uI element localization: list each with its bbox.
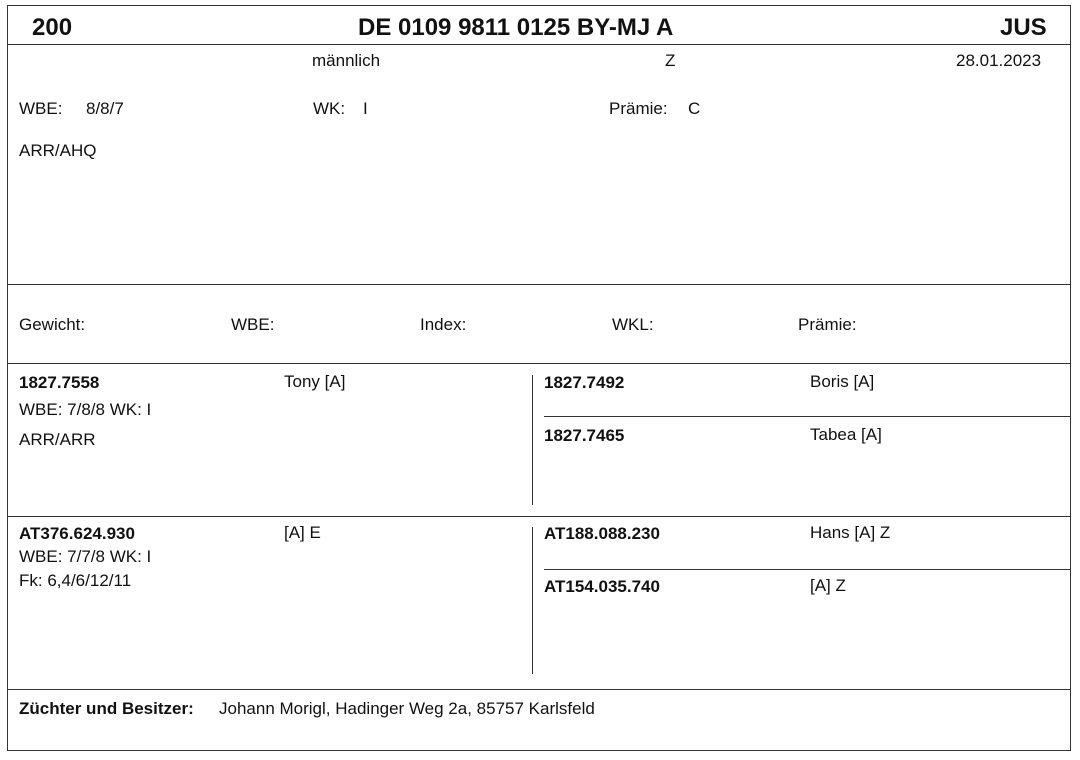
- dam-column-divider: [532, 527, 533, 674]
- dam-name: [A] E: [284, 523, 321, 542]
- sire-dam-divider: [7, 516, 1071, 517]
- breeder-label: Züchter und Besitzer:: [19, 699, 194, 718]
- dam-fk: Fk: 6,4/6/12/11: [19, 571, 132, 590]
- wk-value: I: [363, 99, 368, 118]
- breed-code: JUS: [1000, 14, 1047, 41]
- dam-granddam-id: AT154.035.740: [544, 577, 660, 596]
- praemie-value: C: [688, 99, 701, 118]
- footer-divider: [7, 689, 1071, 690]
- sire-performance: WBE: 7/8/8 WK: I: [19, 400, 152, 419]
- praemie-label: Prämie:: [609, 99, 668, 118]
- breeder-value: Johann Morigl, Hadinger Weg 2a, 85757 Karlsfeld: [219, 699, 595, 718]
- sire-name: Tony [A]: [284, 372, 346, 391]
- pedigree-card: [7, 5, 1071, 751]
- sire-column-divider: [532, 375, 533, 505]
- ear-tag-number: DE 0109 9811 0125 BY-MJ A: [358, 14, 674, 41]
- sire-id: 1827.7558: [19, 373, 100, 392]
- info-divider: [7, 284, 1071, 285]
- catalog-number: 200: [32, 14, 73, 41]
- sire-grandparents-divider: [544, 416, 1071, 417]
- measure-wbe-label: WBE:: [231, 315, 275, 334]
- sex-value: männlich: [312, 51, 381, 70]
- date-value: 28.01.2023: [956, 51, 1042, 70]
- wbe-label: WBE:: [19, 99, 63, 118]
- genotype-value: ARR/AHQ: [19, 141, 97, 160]
- index-label: Index:: [420, 315, 467, 334]
- dam-granddam-name: [A] Z: [810, 576, 846, 595]
- sire-grandsire-id: 1827.7492: [544, 373, 625, 392]
- dam-grandparents-divider: [544, 569, 1071, 570]
- wk-label: WK:: [313, 99, 346, 118]
- dam-performance: WBE: 7/7/8 WK: I: [19, 547, 152, 566]
- birth-type-value: Z: [665, 51, 676, 70]
- dam-grandsire-name: Hans [A] Z: [810, 523, 891, 542]
- sire-granddam-id: 1827.7465: [544, 426, 625, 445]
- dam-grandsire-id: AT188.088.230: [544, 524, 660, 543]
- sire-granddam-name: Tabea [A]: [810, 425, 882, 444]
- gewicht-label: Gewicht:: [19, 315, 86, 334]
- measure-praemie-label: Prämie:: [798, 315, 857, 334]
- sire-genotype: ARR/ARR: [19, 430, 96, 449]
- header-divider: [7, 44, 1071, 45]
- measurements-divider: [7, 363, 1071, 364]
- sire-grandsire-name: Boris [A]: [810, 372, 875, 391]
- dam-id: AT376.624.930: [19, 524, 135, 543]
- wbe-value: 8/8/7: [86, 99, 124, 118]
- wkl-label: WKL:: [612, 315, 654, 334]
